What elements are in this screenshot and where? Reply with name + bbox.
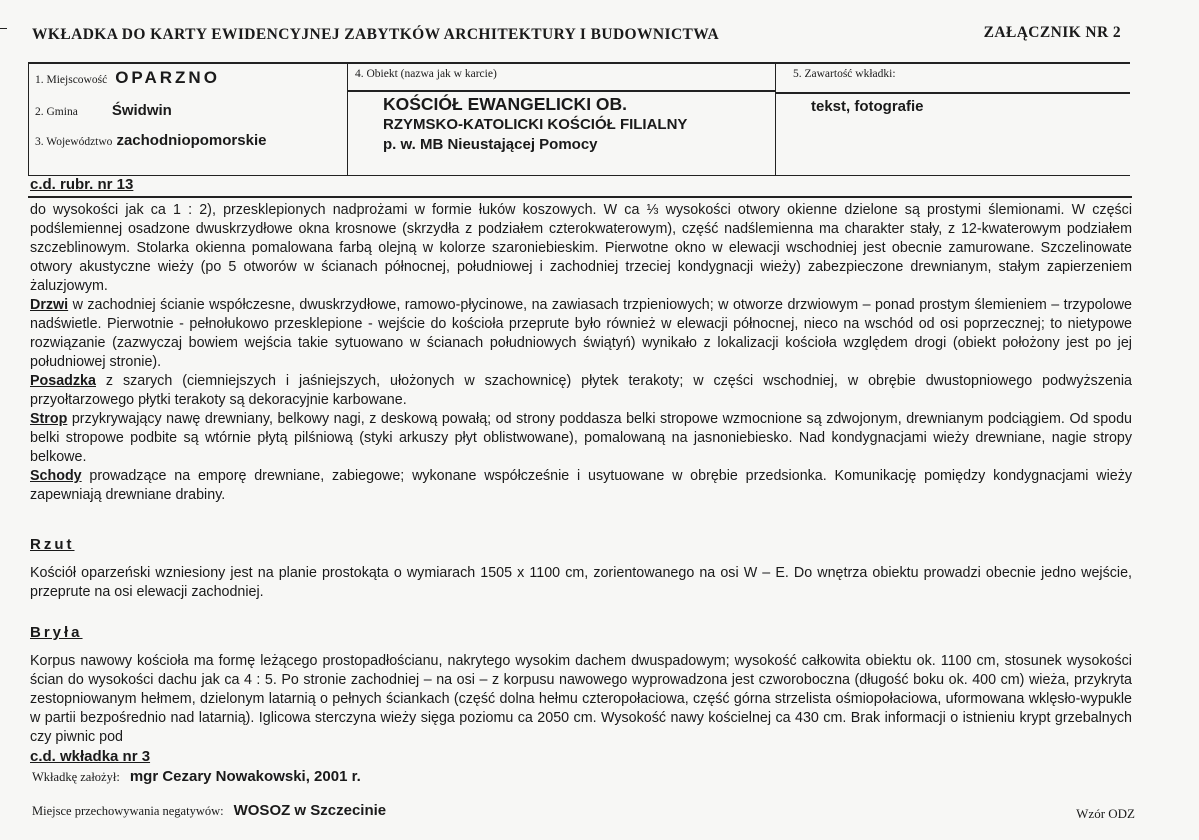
- floor-paragraph: [30, 372, 1132, 410]
- windows-paragraph: do wysokości jak ca 1 : 2), przesklepionych nadprożami w formie łuków koszowych. W ca ⅓ wysokości otwory okienne dzielone są prostymi ślemionami. W części podślemiennej osadzone dwuskrzydłowe okna krosnowe (skrzydła z podziałem czterokwaterowym), część nadślemienna ma charakter stały, z 12-kwaterowym podziałem szczeblinowym. Stolarka okienna pomalowana farbą olejną w kolorze szaroniebieskim. Pierwotne okno w elewacji wschodniej jest obecnie zamurowane. Szczelinowate otwory akustyczne wieży (po 5 otworów w ścianach północnej, południowej i zachodniej trzeciej kondygnacji wieży) zabezpieczone drewnianym, stałym zapierzeniem żaluzjowym.: [30, 202, 1132, 294]
- location-column: [29, 64, 348, 175]
- object-label: 4. Obiekt (nazwa jak w karcie): [355, 68, 497, 80]
- doors-paragraph: [30, 296, 1132, 372]
- voivodeship-value: zachodniopomorskie: [116, 132, 267, 149]
- plan-heading: Rzut: [30, 536, 75, 553]
- stairs-paragraph: [30, 467, 1132, 505]
- header-fields-box: [28, 62, 1130, 176]
- stairs-keyword: Schody: [30, 468, 82, 484]
- massing-text: Korpus nawowy kościoła ma formę leżącego prostopadłościanu, nakrytego wysokim dachem dwuspadowym; wysokość całkowita obiektu ok. 1100 cm, stosunek wysokości ścian do wysokości dachu jak ca 4 : 5. Po stronie zachodniej – na osi – z korpusu nawowego wyprowadzona jest czworoboczna (długość boku ok. 400 cm) wieża, przykryta zestopniowanym hełmem, dzielonym latarnią o pełnych ściankach (część dolna hełmu czteropołaciowa, część górna strzelista ośmiopołaciowa, uformowana wklęsło-wypukle w partii bezpośrednio nad latarnią). Iglicowa sterczyna wieży sięga poziomu ca 2050 cm. Wysokość nawy kościelnej ca 430 cm. Brak informacji o istnieniu krypt grzebalnych czy piwnic pod: [30, 653, 1132, 745]
- continuation-top: c.d. rubr. nr 13: [30, 176, 134, 193]
- locality-value: OPARZNO: [115, 68, 220, 87]
- ceiling-paragraph: [30, 410, 1132, 467]
- storage-value: WOSOZ w Szczecinie: [233, 802, 387, 819]
- massing-heading: Bryła: [30, 624, 83, 641]
- contents-label: 5. Zawartość wkładki:: [793, 68, 896, 80]
- object-divider: [347, 90, 775, 92]
- description-body: [30, 201, 1132, 505]
- section-divider: [28, 196, 1132, 198]
- template-id: Wzór ODZ: [1076, 806, 1135, 821]
- object-name-line2: RZYMSKO-KATOLICKI KOŚCIÓŁ FILIALNY: [383, 116, 688, 133]
- author-label: Wkładkę założył:: [32, 770, 120, 784]
- contents-divider: [775, 92, 1130, 94]
- contents-value: tekst, fotografie: [811, 98, 924, 115]
- contents-column: [775, 64, 1130, 175]
- doors-keyword: Drzwi: [30, 297, 69, 313]
- object-name-line1: KOŚCIÓŁ EWANGELICKI OB.: [383, 94, 628, 114]
- voivodeship-label: 3. Województwo: [35, 136, 113, 148]
- margin-tick: [0, 28, 7, 29]
- object-name-line3: p. w. MB Nieustającej Pomocy: [383, 136, 598, 153]
- storage-field: [32, 802, 386, 819]
- document-title: WKŁADKA DO KARTY EWIDENCYJNEJ ZABYTKÓW ARCHITEKTURY I BUDOWNICTWA: [32, 26, 720, 43]
- storage-label: Miejsce przechowywania negatywów:: [32, 804, 224, 818]
- locality-field: [35, 68, 220, 88]
- continuation-bottom: c.d. wkładka nr 3: [30, 748, 151, 765]
- annex-number: ZAŁĄCZNIK NR 2: [983, 24, 1121, 41]
- commune-value: Świdwin: [111, 102, 172, 119]
- floor-keyword: Posadzka: [30, 373, 96, 389]
- ceiling-text: przykrywający nawę drewniany, belkowy nagi, z deskową powałą; od strony poddasza belki stropowe wzmocnione są zdwojonym, drewnianym podciągiem. Od spodu belki stropowe podbite są wtórnie płytą pilśniową (styki arkuszy płyt oblistwowane), pomalowaną na jasnoniebiesko. Nad kondygnacjami wieży drewniane, nagie stropy belkowe.: [30, 411, 1132, 465]
- stairs-text: prowadzące na emporę drewniane, zabiegowe; wykonane współcześnie i usytuowane w obrębie przedsionka. Komunikację pomiędzy kondygnacjami wieży zapewniają drewniane drabiny.: [30, 468, 1132, 503]
- author-field: [32, 768, 361, 785]
- locality-label: 1. Miejscowość: [35, 74, 108, 86]
- doors-text: w zachodniej ścianie współczesne, dwuskrzydłowe, ramowo-płycinowe, na zawiasach trzpieniowych; w otworze drzwiowym – ponad prostym ślemieniem – trzypolowe nadświetle. Pierwotnie - pełnołukowo przesklepione - wejście do kościoła przeprute było również w elewacji północnej, nieco na wschód od osi poprzecznej; to nietypowe rozwiązanie (zazwyczaj bowiem wejścia takie sytuowano w ścianach południowych świątyń) wynikało z lokalizacji kościoła względem drogi (obiekt położony jest po jej południowej stronie).: [30, 297, 1132, 370]
- author-value: mgr Cezary Nowakowski, 2001 r.: [129, 768, 361, 785]
- voivodeship-field: [35, 132, 266, 149]
- commune-field: [35, 102, 172, 119]
- commune-label: 2. Gmina: [35, 106, 78, 118]
- floor-text: z szarych (ciemniejszych i jaśniejszych, ułożonych w szachownicę) płytek terakoty; w części wschodniej, w obrębie dwustopniowego podwyższenia przyołtarzowego płytki terakoty są dekoracyjnie karbowane.: [30, 373, 1132, 408]
- object-column: [347, 64, 776, 175]
- ceiling-keyword: Strop: [30, 411, 68, 427]
- plan-text: Kościół oparzeński wzniesiony jest na planie prostokąta o wymiarach 1505 x 1100 cm, zorientowanego na osi W – E. Do wnętrza obiektu prowadzi obecnie jedno wejście, przeprute na osi elewacji zachodniej.: [30, 565, 1132, 600]
